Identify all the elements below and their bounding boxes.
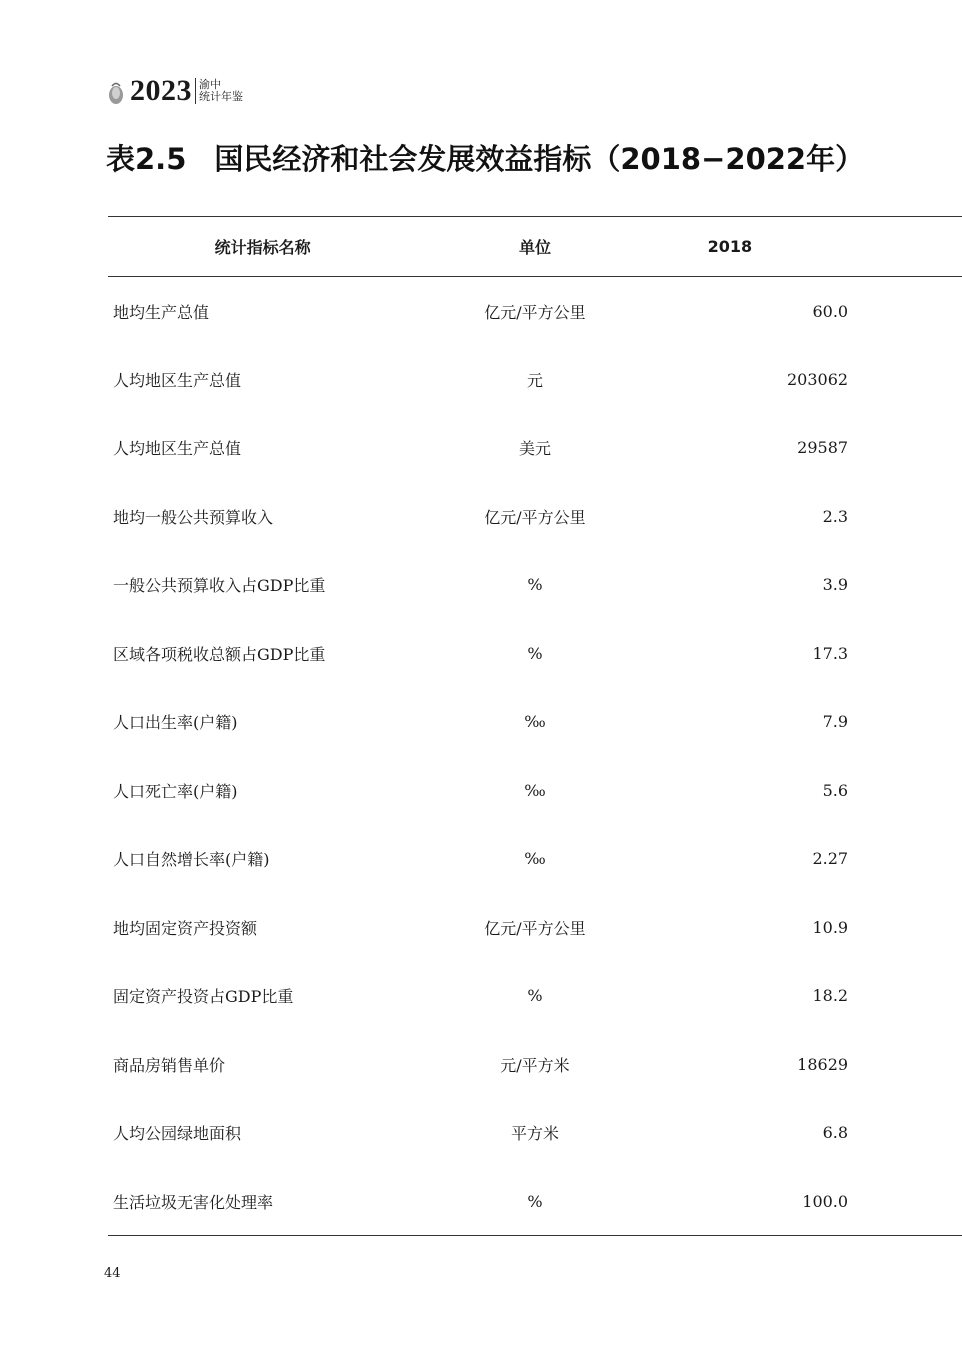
table-row [108,1099,962,1168]
row-empty-cell [848,1167,962,1236]
row-unit: % [527,643,543,663]
row-value: 7.9 [822,712,849,732]
row-name: 区域各项税收总额占GDP比重 [113,644,326,664]
row-name: 人均地区生产总值 [113,439,242,459]
row-name: 人均地区生产总值 [113,370,242,390]
row-name: 一般公共预算收入占GDP比重 [113,576,326,596]
row-empty-cell [848,482,962,551]
header-subtitle [199,79,243,103]
row-name: 固定资产投资占GDP比重 [113,987,294,1007]
row-value: 2.3 [822,506,849,526]
row-empty-cell [848,756,962,825]
row-value: 3.9 [822,575,849,595]
table-number: 表2.5 [106,142,187,176]
row-empty-cell [848,414,962,483]
table-row [108,345,962,414]
row-unit: 平方米 [510,1124,559,1144]
header-year: 2023 [130,74,192,107]
row-unit: % [527,986,543,1006]
row-empty-cell [848,893,962,962]
table-row [108,619,962,688]
row-unit: ‰ [524,849,546,869]
row-value: 29587 [797,438,849,458]
row-empty-cell [848,1099,962,1168]
row-value: 10.9 [812,917,849,937]
row-value: 203062 [787,369,849,389]
table-row [108,277,962,346]
row-unit: 元/平方米 [500,1055,570,1075]
row-empty-cell [848,1030,962,1099]
table-title: 国民经济和社会发展效益指标（2018−2022年） [214,142,865,176]
table-row [108,1167,962,1236]
table-row [108,893,962,962]
table-row [108,482,962,551]
table-row [108,551,962,620]
table-row [108,414,962,483]
row-name: 人均公园绿地面积 [113,1124,242,1144]
table-header-row [108,217,962,277]
row-value: 17.3 [812,643,849,663]
row-value: 18.2 [812,986,849,1006]
column-header-name: 统计指标名称 [108,217,437,277]
table-row [108,962,962,1031]
row-value: 18629 [797,1054,849,1074]
row-unit: ‰ [524,780,546,800]
row-name: 地均一般公共预算收入 [113,507,274,527]
header-divider [195,78,196,104]
row-empty-cell [848,345,962,414]
yearbook-header [106,74,243,106]
row-name: 生活垃圾无害化处理率 [108,1167,437,1236]
row-value: 6.8 [822,1123,849,1143]
row-value: 2.27 [812,849,849,869]
row-unit: ‰ [524,712,546,732]
row-unit: 亿元/平方公里 [484,918,586,938]
page-title [106,136,864,182]
column-header-empty [848,217,962,277]
row-empty-cell [848,551,962,620]
row-name: 地均生产总值 [113,302,210,322]
table-row [108,756,962,825]
row-unit: 元 [526,370,543,390]
row-empty-cell [848,688,962,757]
row-name: 人口出生率(户籍) [113,713,238,733]
row-unit: 美元 [518,439,551,459]
header-sub-line2: 统计年鉴 [199,90,243,103]
table-row [108,1030,962,1099]
row-name: 地均固定资产投资额 [113,918,258,938]
row-unit: % [527,575,543,595]
row-unit: 亿元/平方公里 [484,302,586,322]
column-header-unit: 单位 [437,217,632,277]
table-row [108,688,962,757]
row-value: 60.0 [812,301,849,321]
row-unit: % [437,1167,632,1236]
row-value: 5.6 [822,780,849,800]
row-empty-cell [848,619,962,688]
row-unit: 亿元/平方公里 [484,507,586,527]
indicator-table [108,216,962,1236]
row-value: 100.0 [633,1167,848,1236]
row-name: 人口自然增长率(户籍) [113,850,270,870]
row-name: 人口死亡率(户籍) [113,781,238,801]
row-empty-cell [848,277,962,346]
table-row [108,825,962,894]
row-empty-cell [848,825,962,894]
column-header-year: 2018 [633,217,848,277]
row-empty-cell [848,962,962,1031]
page-number: 44 [104,1266,121,1281]
row-name: 商品房销售单价 [113,1055,226,1075]
header-sub-line1: 渝中 [199,78,221,91]
yearbook-logo-icon [106,80,126,106]
